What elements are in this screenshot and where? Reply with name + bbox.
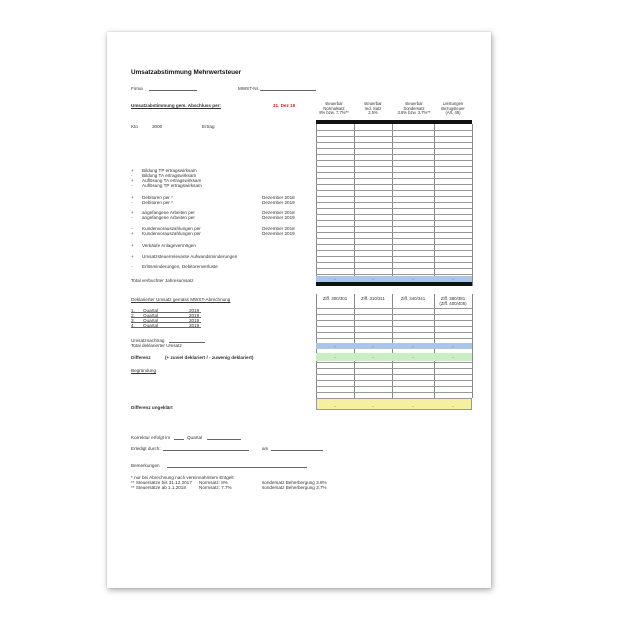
difference-label: Differenz [131,355,151,360]
item-period: Dezember 2018 [262,226,295,231]
grid-row [316,136,472,137]
total-label: Total verbuchter Jahresumsatz [131,278,194,283]
item-sign: + [131,243,134,248]
declared-col: Ziff. 310/311 [360,296,385,301]
unexplained-value: - [452,404,454,409]
item-sign: - [131,173,133,178]
grid-row [316,208,472,209]
item-text: angefangene Arbeiten per [142,210,195,215]
grid-col [472,124,473,286]
quarter-year: 2019 [189,318,200,323]
item-text: Erlösminderungen, Debitorenverluste [142,264,218,269]
quarter-num: 3. [131,318,135,323]
item-text: Kundenvorauszahlungen per [142,226,201,231]
grid-row [316,362,472,363]
firma-line[interactable] [149,90,197,91]
grid-row [316,178,472,179]
col-header-reverse: Leistungen Bezugsteuer (Art. 45) [441,101,465,116]
unexplained-value: - [334,404,336,409]
quarter-num: 4. [131,323,135,328]
mwst-line[interactable] [260,90,316,91]
item-text: Verkäufe Anlagevermögen [142,243,196,248]
quartal-label: Quartal [187,435,203,440]
quarter-num: 1. [131,308,135,313]
quarter-label: Quartal [143,323,159,328]
ertrag-label: Ertrag [202,124,215,129]
item-sign: + [131,178,134,183]
total-value: - [412,277,414,282]
page-title: Umsatzabstimmung Mehrwertsteuer [131,69,242,76]
grid-row [316,268,472,269]
difference-value: - [372,355,374,360]
bemerkungen-line[interactable] [167,467,307,468]
grid-row [316,326,472,327]
item-text: Kundenvorauszahlungen per [142,231,201,236]
grid-row [316,244,472,245]
grid-row [316,172,472,173]
grid-row [316,220,472,221]
item-sign: - [131,183,133,188]
am-line[interactable] [271,450,323,451]
grid-row [316,320,472,321]
grid-row [316,166,472,167]
footnote: ** Steuersätze bis 31.12.2017 [131,480,192,485]
total-black-band [316,282,472,286]
grid-row [316,386,472,387]
quarter-num: 2. [131,313,135,318]
korrektur-label: Korrektur erfolgt im [131,435,171,440]
item-text: Auflösung TP ertragswirksam [142,183,202,188]
grid-row [316,250,472,251]
quarter-label: Quartal [143,318,159,323]
unexplained-value: - [412,404,414,409]
grid-row [316,190,472,191]
col-header-reduced: steuerbar red. Satz 2.5% [364,101,382,116]
erledigt-line[interactable] [163,450,249,451]
unexplained-value: - [372,404,374,409]
footnote: ** Steuersätze ab 1.1.2018 [131,485,186,490]
item-period: Dezember 2019 [262,231,295,236]
bemerkungen-label: Bemerkungen [131,463,160,468]
unexplained-label: Differenz ungeklärt [131,405,173,410]
footnote: sondersatz Beherbergung 3.7% [262,485,327,490]
difference-value: - [334,355,336,360]
col-header-normal: steuerbar Normalsatz 8% bzw. 7.7%** [319,101,349,116]
reason-label: Begründung [131,368,157,373]
item-period: Dezember 2019 [262,215,295,220]
grid-row [316,154,472,155]
quarter-line [131,327,201,328]
header-black-band [316,120,472,124]
total-value: - [372,277,374,282]
total-value: - [452,277,454,282]
item-text: angefangene Arbeiten per [142,215,195,220]
total-value: - [334,277,336,282]
item-sign: + [131,168,134,173]
footnote: sondersatz Beherbergung 3.8% [262,480,327,485]
col-header-special: steuerbar Sondersatz 3.8% bzw. 3.7%** [397,101,431,116]
quarter-year: 2019 [189,313,200,318]
grid-row [316,256,472,257]
kto-label: Kto [131,124,138,129]
declared-total-value: - [372,344,374,349]
erledigt-label: Erledigt durch: [131,446,161,451]
grid-row [316,314,472,315]
quarter-line [131,317,201,318]
grid-row [316,202,472,203]
declared-total-value: - [334,344,336,349]
item-sign: - [131,200,133,205]
declared-total-value: - [452,344,454,349]
grid-row [316,392,472,393]
grid-col [472,294,473,398]
grid-row [316,274,472,275]
declared-col: Ziff. 380/381 [440,296,466,301]
grid-row [316,130,472,131]
item-sign: - [131,226,133,231]
grid-row [316,338,472,339]
grid-row [316,214,472,215]
item-text: Debitoren per * [142,200,173,205]
item-sign: + [131,195,134,200]
difference-value: - [412,355,414,360]
difference-value: - [452,355,454,360]
document-page [107,32,491,588]
quartal-line[interactable] [207,439,241,440]
item-text: Umsatzsteuerrelevante Aufwandsminderungen [142,254,238,259]
footnote: * nur bei Abrechnung nach vereinnahmtem Entgelt [131,475,234,480]
item-sign: - [131,264,133,269]
quarter-line [131,322,201,323]
grid-row [316,308,472,309]
declared-col: (Ziff. 400/405) [439,301,467,306]
item-period: Dezember 2019 [262,200,295,205]
quarter-label: Quartal [143,313,159,318]
korrektur-line[interactable] [174,439,184,440]
quarter-label: Quartal [143,308,159,313]
grid-row [316,374,472,375]
grid-row [316,148,472,149]
grid-row [316,368,472,369]
item-text: Debitoren per * [142,195,173,200]
item-sign: + [131,231,134,236]
grid-row [316,160,472,161]
grid-row [316,380,472,381]
firma-label: Firma [131,86,143,91]
grid-row [316,232,472,233]
grid-row [316,238,472,239]
umsatznachtrag-label: Umsatznachtrag [131,338,165,343]
item-text: Auflösung TA ertragswirksam [142,178,202,183]
quarter-year: 2019 [189,308,200,313]
mwst-label: MWST-Nr. [238,86,260,91]
declared-col: Ziff. 340/341 [400,296,426,301]
quarter-year: 2019 [189,323,200,328]
declared-total-value: - [412,344,414,349]
item-text: Bildung TP ertragswirksam [142,168,197,173]
footnote: Normsatz: 7.7% [199,485,232,490]
difference-note: (+ zuviel deklariert / - zuwenig deklariert) [165,355,254,360]
grid-row [316,142,472,143]
grid-row [316,332,472,333]
closing-date: 31. Dez 19 [273,103,296,108]
grid-row [316,184,472,185]
item-period: Dezember 2018 [262,195,295,200]
item-sign: + [131,210,134,215]
item-sign: + [131,254,134,259]
declared-label: Deklarierter Umsatz gemäss MWST-Abrechnung [131,297,231,302]
grid-row [316,196,472,197]
section-header: Umsatzabstimmung gem. Abschluss per: [131,103,221,108]
grid-row [316,262,472,263]
quarter-line [131,312,201,313]
footnote: Normsatz: 8% [199,480,228,485]
total-declared-label: Total deklarierter Umsatz [131,343,182,348]
item-sign: - [131,215,133,220]
grid-row [316,226,472,227]
item-period: Dezember 2018 [262,210,295,215]
kto-value: 3000 [152,124,163,129]
am-label: am [262,446,269,451]
declared-col: Ziff. 300/301 [322,296,348,301]
item-text: Bildung TA ertragswirksam [142,173,197,178]
